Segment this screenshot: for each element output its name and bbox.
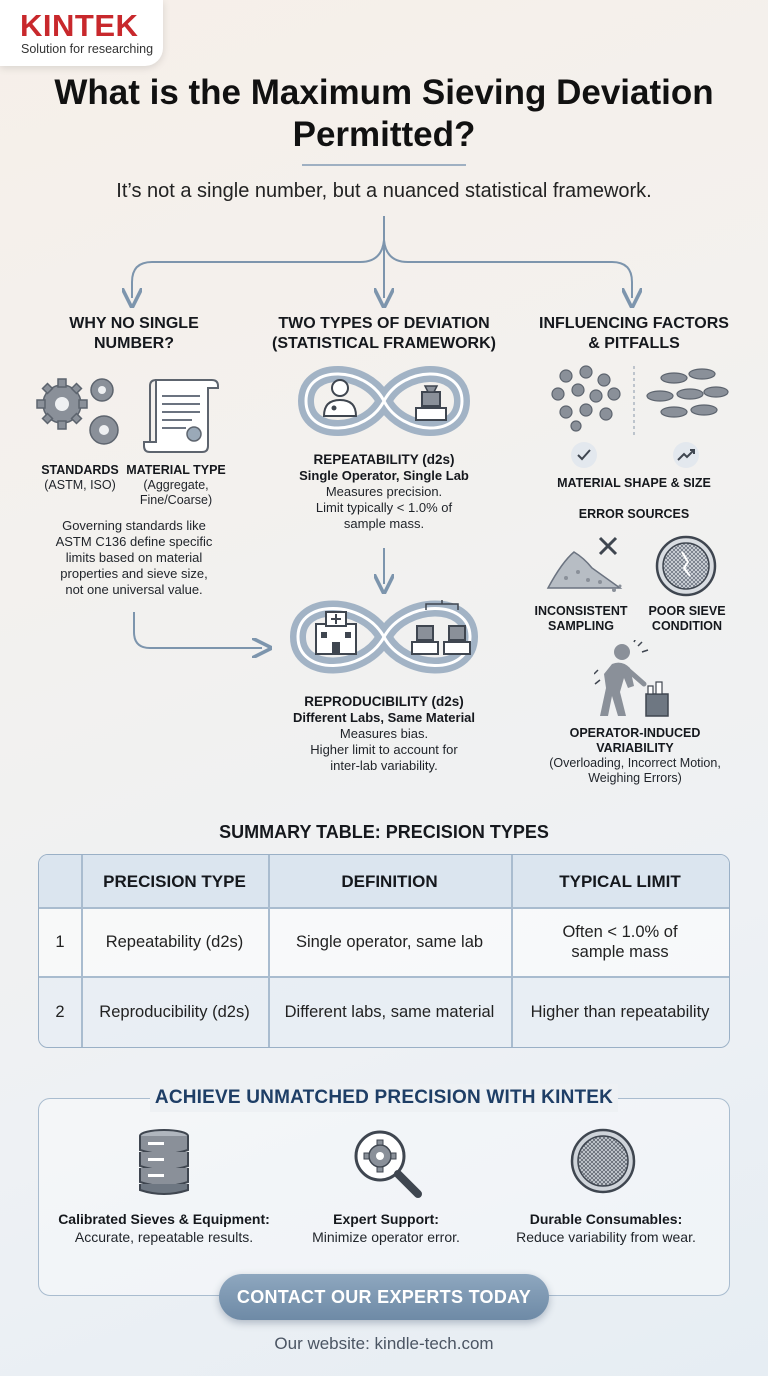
brand-tagline: Solution for researching — [21, 42, 154, 56]
cta-item-support: Expert Support: Minimize operator error. — [312, 1211, 460, 1245]
standards-label-group: STANDARDS (ASTM, ISO) — [41, 463, 119, 492]
header-definition: DEFINITION — [341, 871, 438, 891]
sieve-stack-icon — [136, 1128, 192, 1200]
cta-title: ACHIEVE UNMATCHED PRECISION WITH KINTEK — [154, 1087, 614, 1108]
page-subtitle: It’s not a single number, but a nuanced statistical framework. — [116, 180, 652, 202]
reproducibility-block: REPRODUCIBILITY (d2s) Different Labs, Same Material Measures bias. Higher limit to account for inter-lab variability. — [292, 694, 476, 773]
row-1-definition: Single operator, same lab — [295, 933, 484, 951]
left-description: Governing standards like ASTM C136 define specific limits based on material properties and sieve size, not one universal value. — [55, 518, 213, 597]
cta-item-sieves: Calibrated Sieves & Equipment: Accurate, repeatable results. — [58, 1211, 270, 1245]
sieve-mesh-icon — [570, 1128, 636, 1194]
contact-experts-button[interactable]: CONTACT OUR EXPERTS TODAY — [219, 1274, 549, 1320]
row-2-type: Reproducibility (d2s) — [99, 1003, 250, 1021]
magnifier-gear-icon — [352, 1128, 424, 1200]
error-sources-label: ERROR SOURCES — [578, 507, 690, 521]
row-1-number: 1 — [55, 933, 65, 951]
row-1-limit: Often < 1.0% of sample mass — [562, 923, 678, 961]
material-label-group: MATERIAL TYPE (Aggregate, Fine/Coarse) — [126, 463, 226, 507]
summary-table — [38, 854, 730, 1048]
right-heading: INFLUENCING FACTORS & PITFALLS — [539, 315, 729, 352]
document-scroll-icon — [142, 374, 222, 454]
row-2-limit: Higher than repeatability — [530, 1003, 710, 1021]
gears-icon — [36, 374, 126, 454]
row-2-number: 2 — [55, 1003, 65, 1021]
inconsistent-sampling-label: INCONSISTENT SAMPLING — [534, 604, 628, 633]
material-shape-label: MATERIAL SHAPE & SIZE — [557, 476, 711, 490]
operator-error-icon — [594, 640, 678, 720]
worn-sieve-icon — [654, 534, 718, 598]
row-2-definition: Different labs, same material — [284, 1003, 495, 1021]
website-link[interactable]: Our website: kindle-tech.com — [274, 1334, 494, 1353]
header-precision-type: PRECISION TYPE — [103, 871, 246, 891]
reproducibility-infinity-icon — [286, 590, 482, 684]
brand-logo: KINTEK — [20, 8, 139, 43]
row-1-type: Repeatability (d2s) — [105, 933, 244, 951]
header-typical-limit: TYPICAL LIMIT — [559, 871, 681, 891]
sampling-pile-icon — [544, 532, 624, 594]
left-heading: WHY NO SINGLE NUMBER? — [69, 315, 199, 352]
poor-sieve-label: POOR SIEVE CONDITION — [648, 604, 726, 633]
page-title: What is the Maximum Sieving Deviation Permitted? — [54, 73, 714, 154]
table-title: SUMMARY TABLE: PRECISION TYPES — [219, 822, 549, 842]
material-shape-icon — [544, 364, 734, 472]
operator-variability-label: OPERATOR-INDUCED VARIABILITY (Overloading, Incorrect Motion, Weighing Errors) — [549, 726, 721, 785]
repeatability-block: REPEATABILITY (d2s) Single Operator, Single Lab Measures precision. Limit typically < 1.0% of sample mass. — [299, 452, 469, 531]
repeatability-infinity-icon — [294, 356, 474, 446]
cta-item-consumables: Durable Consumables: Reduce variability from wear. — [516, 1211, 696, 1245]
middle-heading: TWO TYPES OF DEVIATION (STATISTICAL FRAMEWORK) — [272, 315, 496, 352]
